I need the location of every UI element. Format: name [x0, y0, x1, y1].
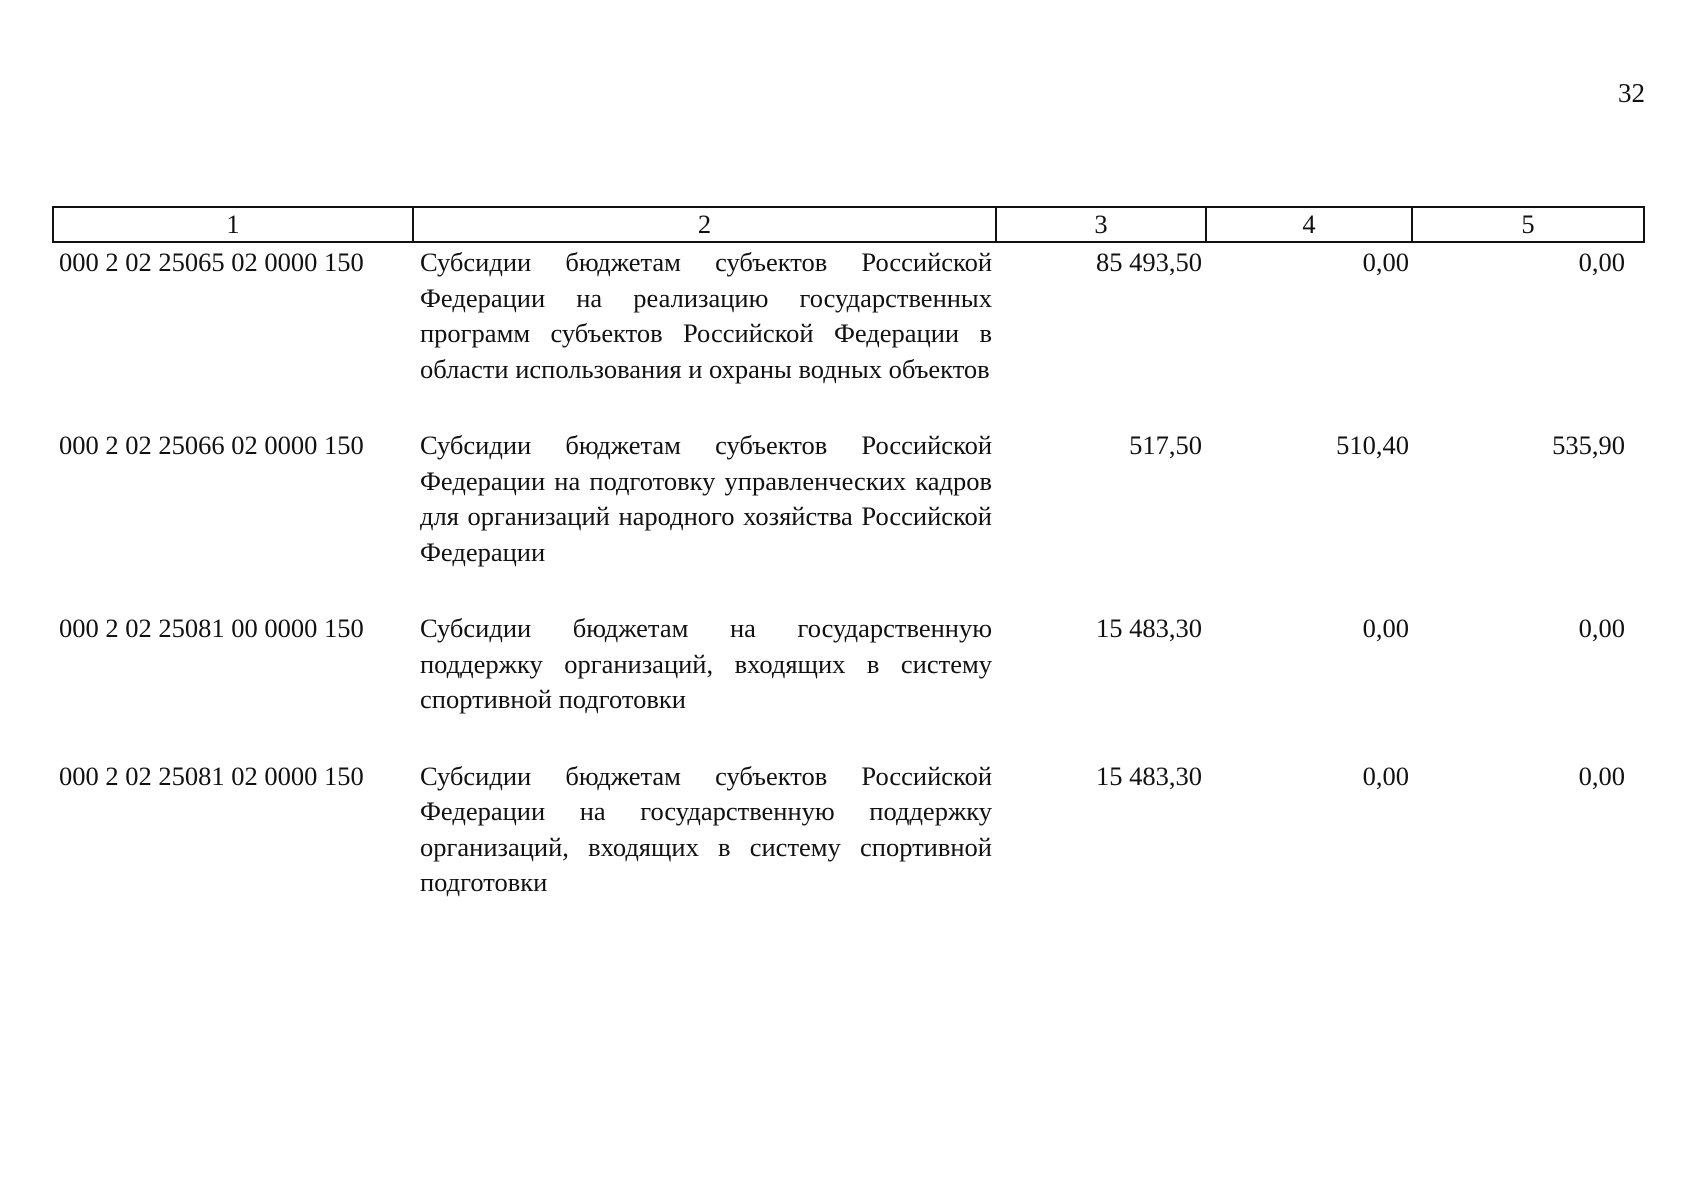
- item-description: Субсидии бюджетам субъектов Российской Федерации на реализацию государственных программ субъектов Российской Федерации в области использования и охраны водных объектов: [420, 247, 992, 384]
- amount-col-4: 0,00: [1362, 760, 1409, 791]
- budget-code: 000 2 02 25081 02 0000 150: [59, 760, 364, 791]
- amount-col-4: 0,00: [1362, 247, 1409, 277]
- header-cell-2: 2: [413, 207, 996, 242]
- amount-col-4: 510,40: [1336, 430, 1409, 460]
- item-description: Субсидии бюджетам субъектов Российской Федерации на государственную поддержку организаций, входящих в систему спортивной подготовки: [420, 760, 992, 897]
- amount-col-3: 517,50: [1129, 430, 1202, 460]
- table-row: [53, 759, 1644, 942]
- amount-col-4: 0,00: [1362, 613, 1409, 643]
- budget-code: 000 2 02 25081 00 0000 150: [59, 613, 364, 643]
- table-row: [53, 242, 1644, 428]
- amount-col-3: 15 483,30: [1096, 760, 1202, 791]
- amount-col-5: 0,00: [1578, 760, 1625, 791]
- header-row: [53, 207, 1644, 242]
- budget-code: 000 2 02 25066 02 0000 150: [59, 430, 364, 460]
- table-row: [53, 428, 1644, 611]
- budget-table: [52, 206, 1645, 942]
- amount-col-5: 0,00: [1578, 613, 1625, 643]
- amount-col-5: 535,90: [1552, 430, 1625, 460]
- table-row: [53, 611, 1644, 759]
- item-description: Субсидии бюджетам на государственную поддержку организаций, входящих в систему спортивной подготовки: [420, 613, 992, 714]
- header-cell-3: 3: [996, 207, 1206, 242]
- amount-col-3: 85 493,50: [1096, 247, 1202, 277]
- item-description: Субсидии бюджетам субъектов Российской Федерации на подготовку управленческих кадров для организаций народного хозяйства Российской Федерации: [420, 430, 992, 567]
- header-cell-1: 1: [53, 207, 413, 242]
- table-body: [53, 242, 1644, 942]
- table-header: [53, 207, 1644, 242]
- budget-code: 000 2 02 25065 02 0000 150: [59, 247, 364, 277]
- amount-col-5: 0,00: [1578, 247, 1625, 277]
- page-number: 32: [1618, 78, 1645, 108]
- header-cell-5: 5: [1412, 207, 1644, 242]
- header-cell-4: 4: [1206, 207, 1412, 242]
- amount-col-3: 15 483,30: [1096, 613, 1202, 643]
